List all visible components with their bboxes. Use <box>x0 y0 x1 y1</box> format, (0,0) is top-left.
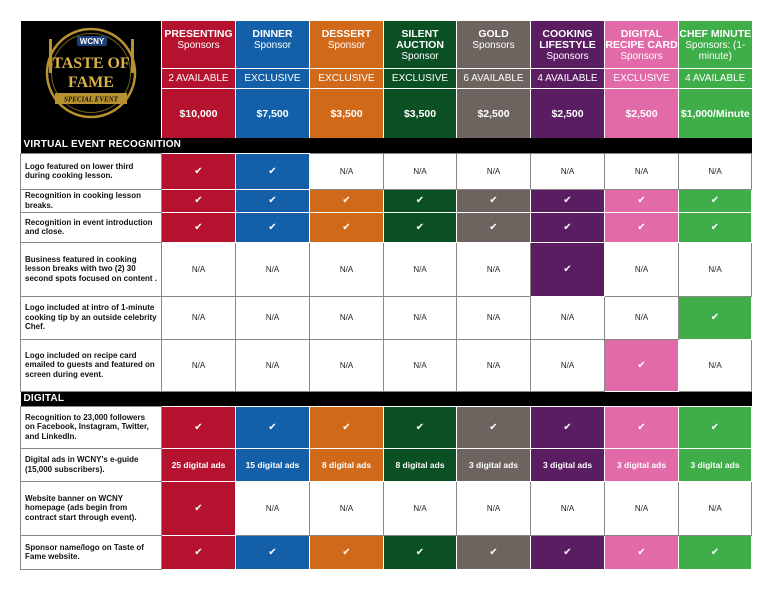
benefit-label: Business featured in cooking lesson breaks with two (2) 30 second spots focused on content . <box>21 242 162 296</box>
benefit-row <box>21 212 752 242</box>
checkmark-glyph: ✔ <box>489 221 498 233</box>
not-available-cell: N/A <box>236 481 310 535</box>
check-icon <box>531 189 605 212</box>
tier-sub: Sponsors <box>546 51 589 62</box>
tier-price: $7,500 <box>236 89 310 138</box>
check-icon <box>457 406 531 448</box>
check-icon <box>162 535 236 569</box>
checkmark-glyph: ✔ <box>194 502 203 514</box>
digital-ads-count <box>162 448 236 481</box>
check-icon <box>162 212 236 242</box>
tier-sub: Sponsor <box>253 40 292 51</box>
not-available-cell: N/A <box>236 242 310 296</box>
not-available-cell: N/A <box>310 339 384 391</box>
not-available-cell: N/A <box>310 296 384 339</box>
benefit-label: Recognition in cooking lesson breaks. <box>21 189 162 212</box>
check-icon <box>384 189 457 212</box>
benefit-row <box>21 339 752 391</box>
tier-header <box>457 21 531 68</box>
tier-name: GOLD <box>478 28 509 40</box>
check-icon <box>531 212 605 242</box>
checkmark-glyph: ✔ <box>637 546 646 558</box>
taste-of-fame-logo <box>21 21 162 133</box>
ads-count-text: 3 digital ads <box>468 459 519 470</box>
not-available-cell: N/A <box>679 153 752 189</box>
section-title: DIGITAL <box>21 391 752 406</box>
checkmark-glyph: ✔ <box>415 546 425 558</box>
checkmark-glyph: ✔ <box>710 546 720 558</box>
not-available-cell: N/A <box>310 481 384 535</box>
section-header-row <box>21 138 752 153</box>
checkmark-glyph: ✔ <box>268 165 277 177</box>
benefit-row <box>21 448 752 481</box>
checkmark-glyph: ✔ <box>637 195 646 206</box>
benefit-label: Logo included at intro of 1-minute cooking tip by an outside celebrity Chef. <box>21 296 162 339</box>
digital-ads-count <box>457 448 531 481</box>
check-icon <box>162 406 236 448</box>
not-available-cell: N/A <box>605 242 679 296</box>
tier-sub: Sponsors <box>620 51 663 62</box>
tier-sub: Sponsors: (1-minute) <box>685 40 746 62</box>
tier-header <box>310 21 384 68</box>
tier-price: $2,500 <box>605 89 679 138</box>
check-icon <box>236 189 310 212</box>
checkmark-glyph: ✔ <box>194 165 203 177</box>
check-icon <box>679 535 752 569</box>
not-available-cell: N/A <box>457 296 531 339</box>
ads-count-text: 8 digital ads <box>321 459 372 470</box>
ads-count-text: 8 digital ads <box>395 459 445 470</box>
check-icon <box>605 212 679 242</box>
not-available-cell: N/A <box>384 296 457 339</box>
tier-availability: 2 AVAILABLE <box>162 68 236 89</box>
tier-price: $10,000 <box>162 89 236 138</box>
check-icon <box>605 339 679 391</box>
check-icon <box>531 535 605 569</box>
section-header-row <box>21 391 752 406</box>
tier-price: $2,500 <box>531 89 605 138</box>
tier-name: SILENT AUCTION <box>396 28 444 51</box>
logo-title-line1: TASTE OF <box>51 55 130 72</box>
benefit-label: Logo featured on lower third during cooking lesson. <box>21 153 162 189</box>
checkmark-glyph: ✔ <box>342 421 351 433</box>
tier-name: DIGITAL RECIPE CARD <box>605 28 678 51</box>
digital-ads-count <box>236 448 310 481</box>
checkmark-glyph: ✔ <box>637 359 646 371</box>
not-available-cell: N/A <box>310 153 384 189</box>
not-available-cell: N/A <box>531 339 605 391</box>
ads-count-text: 25 digital ads <box>171 459 226 470</box>
tier-header <box>162 21 236 68</box>
not-available-cell: N/A <box>531 481 605 535</box>
tier-sub: Sponsor <box>401 51 439 62</box>
tier-price: $3,500 <box>384 89 457 138</box>
checkmark-glyph: ✔ <box>563 263 572 275</box>
wcny-text: WCNY <box>79 37 104 46</box>
check-icon <box>457 535 531 569</box>
benefit-row <box>21 481 752 535</box>
not-available-cell: N/A <box>236 339 310 391</box>
not-available-cell: N/A <box>605 296 679 339</box>
not-available-cell: N/A <box>310 242 384 296</box>
check-icon <box>605 189 679 212</box>
checkmark-glyph: ✔ <box>563 221 572 233</box>
checkmark-glyph: ✔ <box>489 195 498 206</box>
checkmark-glyph: ✔ <box>563 546 572 558</box>
check-icon <box>384 535 457 569</box>
logo-ribbon-text: SPECIAL EVENT <box>63 95 118 104</box>
tier-name: DINNER <box>252 28 293 40</box>
tier-sub: Sponsors <box>472 40 515 51</box>
not-available-cell: N/A <box>162 242 236 296</box>
tier-price: $1,000/Minute <box>679 89 752 138</box>
benefit-label: Recognition to 23,000 followers on Facebook, Instagram, Twitter, and LinkedIn. <box>21 406 162 448</box>
checkmark-glyph: ✔ <box>710 421 720 433</box>
tier-price: $3,500 <box>310 89 384 138</box>
tier-name: CHEF MINUTE <box>679 28 752 40</box>
checkmark-glyph: ✔ <box>268 195 277 206</box>
tier-availability: 4 AVAILABLE <box>679 68 752 89</box>
checkmark-glyph: ✔ <box>342 546 351 558</box>
not-available-cell: N/A <box>679 481 752 535</box>
benefit-row <box>21 296 752 339</box>
not-available-cell: N/A <box>162 339 236 391</box>
not-available-cell: N/A <box>384 481 457 535</box>
not-available-cell: N/A <box>457 242 531 296</box>
tier-name: COOKING LIFESTYLE <box>539 28 596 51</box>
benefit-row <box>21 242 752 296</box>
check-icon <box>384 212 457 242</box>
tier-header <box>531 21 605 68</box>
tier-header <box>605 21 679 68</box>
check-icon <box>162 481 236 535</box>
sponsorship-table <box>20 21 752 570</box>
tier-sub: Sponsor <box>327 40 366 51</box>
checkmark-glyph: ✔ <box>194 421 203 433</box>
tier-sub: Sponsors <box>177 40 220 51</box>
check-icon <box>162 189 236 212</box>
tier-availability: EXCLUSIVE <box>384 68 457 89</box>
ads-count-text: 3 digital ads <box>616 459 667 470</box>
checkmark-glyph: ✔ <box>710 195 720 206</box>
check-icon <box>162 153 236 189</box>
check-icon <box>457 212 531 242</box>
sponsorship-chart <box>20 21 751 570</box>
not-available-cell: N/A <box>384 153 457 189</box>
tier-header <box>384 21 457 68</box>
check-icon <box>679 189 752 212</box>
check-icon <box>236 153 310 189</box>
digital-ads-count <box>384 448 457 481</box>
checkmark-glyph: ✔ <box>342 195 351 206</box>
checkmark-glyph: ✔ <box>268 221 277 233</box>
tier-availability: EXCLUSIVE <box>236 68 310 89</box>
benefit-label: Digital ads in WCNY's e-guide (15,000 subscribers). <box>21 448 162 481</box>
digital-ads-count <box>531 448 605 481</box>
checkmark-glyph: ✔ <box>563 421 572 433</box>
ads-count-text: 3 digital ads <box>690 459 740 470</box>
benefit-row <box>21 535 752 569</box>
check-icon <box>310 212 384 242</box>
check-icon <box>531 242 605 296</box>
tier-header-row <box>21 21 752 68</box>
not-available-cell: N/A <box>531 296 605 339</box>
check-icon <box>679 296 752 339</box>
digital-ads-count <box>605 448 679 481</box>
tier-header <box>679 21 752 68</box>
checkmark-glyph: ✔ <box>489 421 498 433</box>
checkmark-glyph: ✔ <box>194 221 203 233</box>
not-available-cell: N/A <box>457 153 531 189</box>
checkmark-glyph: ✔ <box>415 421 425 433</box>
checkmark-glyph: ✔ <box>268 546 277 558</box>
check-icon <box>605 406 679 448</box>
check-icon <box>236 406 310 448</box>
benefit-label: Sponsor name/logo on Taste of Fame website. <box>21 535 162 569</box>
check-icon <box>679 212 752 242</box>
checkmark-glyph: ✔ <box>489 546 498 558</box>
digital-ads-count <box>679 448 752 481</box>
checkmark-glyph: ✔ <box>710 312 720 323</box>
checkmark-glyph: ✔ <box>194 546 203 558</box>
benefit-label: Recognition in event introduction and close. <box>21 212 162 242</box>
checkmark-glyph: ✔ <box>415 221 425 233</box>
tier-name: DESSERT <box>321 28 372 40</box>
benefit-row <box>21 189 752 212</box>
section-title: VIRTUAL EVENT RECOGNITION <box>21 138 752 153</box>
checkmark-glyph: ✔ <box>342 221 351 233</box>
logo-title-line2: FAME <box>67 74 114 91</box>
checkmark-glyph: ✔ <box>710 221 720 233</box>
tier-name: PRESENTING <box>164 28 233 40</box>
tier-availability: EXCLUSIVE <box>310 68 384 89</box>
checkmark-glyph: ✔ <box>415 195 425 206</box>
check-icon <box>310 406 384 448</box>
ads-count-text: 15 digital ads <box>245 459 300 470</box>
check-icon <box>384 406 457 448</box>
checkmark-glyph: ✔ <box>268 421 277 433</box>
knife-icon <box>131 39 134 73</box>
check-icon <box>310 189 384 212</box>
not-available-cell: N/A <box>457 339 531 391</box>
checkmark-glyph: ✔ <box>194 195 203 206</box>
not-available-cell: N/A <box>384 242 457 296</box>
check-icon <box>310 535 384 569</box>
not-available-cell: N/A <box>679 339 752 391</box>
check-icon <box>679 406 752 448</box>
benefit-label: Website banner on WCNY homepage (ads begin from contract start through event). <box>21 481 162 535</box>
checkmark-glyph: ✔ <box>637 421 646 433</box>
tier-availability: EXCLUSIVE <box>605 68 679 89</box>
not-available-cell: N/A <box>236 296 310 339</box>
digital-ads-count <box>310 448 384 481</box>
benefit-row <box>21 153 752 189</box>
benefit-label: Logo included on recipe card emailed to guests and featured on screen during event. <box>21 339 162 391</box>
tier-price: $2,500 <box>457 89 531 138</box>
tier-availability: 4 AVAILABLE <box>531 68 605 89</box>
check-icon <box>457 189 531 212</box>
not-available-cell: N/A <box>605 153 679 189</box>
benefit-row <box>21 406 752 448</box>
check-icon <box>236 535 310 569</box>
event-logo <box>21 21 162 138</box>
not-available-cell: N/A <box>679 242 752 296</box>
not-available-cell: N/A <box>162 296 236 339</box>
tier-header <box>236 21 310 68</box>
not-available-cell: N/A <box>384 339 457 391</box>
checkmark-glyph: ✔ <box>637 221 646 233</box>
not-available-cell: N/A <box>605 481 679 535</box>
checkmark-glyph: ✔ <box>563 195 572 206</box>
ads-count-text: 3 digital ads <box>542 459 593 470</box>
not-available-cell: N/A <box>531 153 605 189</box>
tier-availability: 6 AVAILABLE <box>457 68 531 89</box>
check-icon <box>236 212 310 242</box>
not-available-cell: N/A <box>457 481 531 535</box>
check-icon <box>605 535 679 569</box>
check-icon <box>531 406 605 448</box>
